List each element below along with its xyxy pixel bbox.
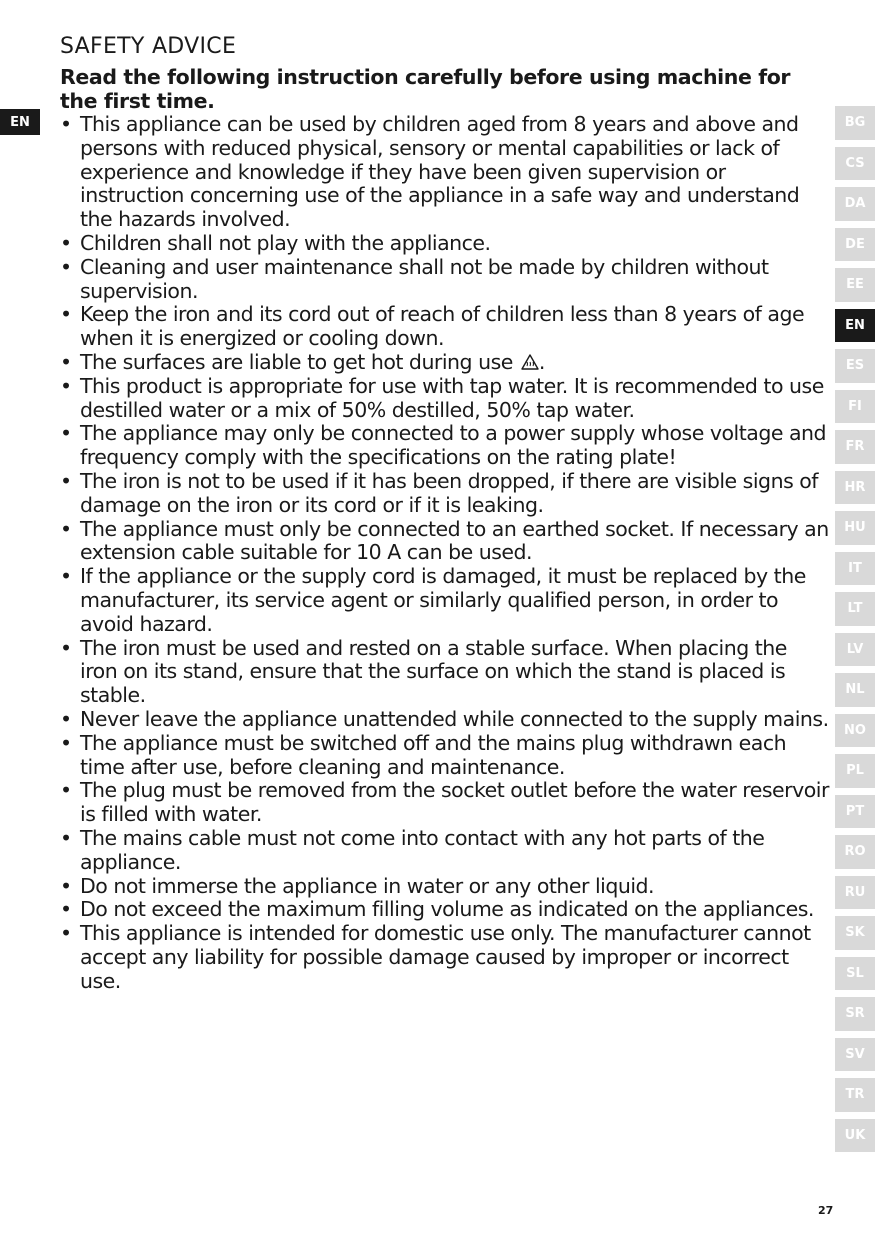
list-item: • Keep the iron and its cord out of reach of children less than 8 years of age when it is energized or cooling down. xyxy=(60,303,830,351)
language-tab-it[interactable]: IT xyxy=(835,552,875,586)
list-item: • The plug must be removed from the socket outlet before the water reservoir is filled with water. xyxy=(60,779,830,827)
language-tab-ee[interactable]: EE xyxy=(835,268,875,302)
hot-surface-warning-icon xyxy=(521,354,539,370)
language-tab-de[interactable]: DE xyxy=(835,228,875,262)
language-tab-cs[interactable]: CS xyxy=(835,147,875,181)
list-item: • This appliance is intended for domestic use only. The manufacturer cannot accept any liability for possible damage caused by improper or incorrect use. xyxy=(60,922,830,993)
list-item: • The iron must be used and rested on a stable surface. When placing the iron on its stand, ensure that the surface on which the stand is placed is stable. xyxy=(60,637,830,708)
language-tab-pl[interactable]: PL xyxy=(835,754,875,788)
list-item: • If the appliance or the supply cord is damaged, it must be replaced by the manufacturer, its service agent or similarly qualified person, in order to avoid hazard. xyxy=(60,565,830,636)
language-tab-hr[interactable]: HR xyxy=(835,471,875,505)
list-item-text: The surfaces are liable to get hot during use xyxy=(80,349,513,374)
language-tab-fi[interactable]: FI xyxy=(835,390,875,424)
safety-list xyxy=(60,113,830,993)
language-tab-hu[interactable]: HU xyxy=(835,511,875,545)
language-tab-bg[interactable]: BG xyxy=(835,106,875,140)
list-item: • Do not immerse the appliance in water or any other liquid. xyxy=(60,875,830,899)
list-item: • Children shall not play with the appliance. xyxy=(60,232,830,256)
list-item: • The iron is not to be used if it has been dropped, if there are visible signs of damage on the iron or its cord or if it is leaking. xyxy=(60,470,830,518)
language-tab-en[interactable]: EN xyxy=(835,309,875,343)
list-item: • The mains cable must not come into contact with any hot parts of the appliance. xyxy=(60,827,830,875)
language-tab-pt[interactable]: PT xyxy=(835,795,875,829)
language-tab-lv[interactable]: LV xyxy=(835,633,875,667)
list-item: • The appliance must only be connected to an earthed socket. If necessary an extension cable suitable for 10 A can be used. xyxy=(60,518,830,566)
list-item: • This product is appropriate for use with tap water. It is recommended to use destilled water or a mix of 50% destilled, 50% tap water. xyxy=(60,375,830,423)
language-tab-tr[interactable]: TR xyxy=(835,1078,875,1112)
language-tab-lt[interactable]: LT xyxy=(835,592,875,626)
language-tab-es[interactable]: ES xyxy=(835,349,875,383)
language-tab-fr[interactable]: FR xyxy=(835,430,875,464)
page-number: 27 xyxy=(818,1204,834,1217)
language-tab-ru[interactable]: RU xyxy=(835,876,875,910)
language-tab-nl[interactable]: NL xyxy=(835,673,875,707)
page-language-marker: EN xyxy=(0,109,40,135)
language-tab-sv[interactable]: SV xyxy=(835,1038,875,1072)
sentence-period: . xyxy=(538,349,545,374)
list-item: • This appliance can be used by children aged from 8 years and above and persons with reduced physical, sensory or mental capabilities or lack of experience and knowledge if they have been given supervision or instruction concerning use of the appliance in a safe way and understand the hazards involved. xyxy=(60,113,830,232)
list-item xyxy=(60,351,830,375)
list-item: • The appliance must be switched off and the mains plug withdrawn each time after use, before cleaning and maintenance. xyxy=(60,732,830,780)
language-tab-sr[interactable]: SR xyxy=(835,997,875,1031)
language-tab-sl[interactable]: SL xyxy=(835,957,875,991)
list-item: • Never leave the appliance unattended while connected to the supply mains. xyxy=(60,708,830,732)
language-tab-uk[interactable]: UK xyxy=(835,1119,875,1153)
language-tab-ro[interactable]: RO xyxy=(835,835,875,869)
language-tab-no[interactable]: NO xyxy=(835,714,875,748)
language-tab-sk[interactable]: SK xyxy=(835,916,875,950)
page-title: SAFETY ADVICE xyxy=(60,34,237,59)
language-tab-da[interactable]: DA xyxy=(835,187,875,221)
list-item: • Cleaning and user maintenance shall not be made by children without supervision. xyxy=(60,256,830,304)
list-item: • Do not exceed the maximum filling volume as indicated on the appliances. xyxy=(60,898,830,922)
language-tabs xyxy=(835,106,875,1152)
intro-text: Read the following instruction carefully before using machine for the first time. xyxy=(60,65,791,113)
list-item: • The appliance may only be connected to a power supply whose voltage and frequency comply with the specifications on the rating plate! xyxy=(60,422,830,470)
